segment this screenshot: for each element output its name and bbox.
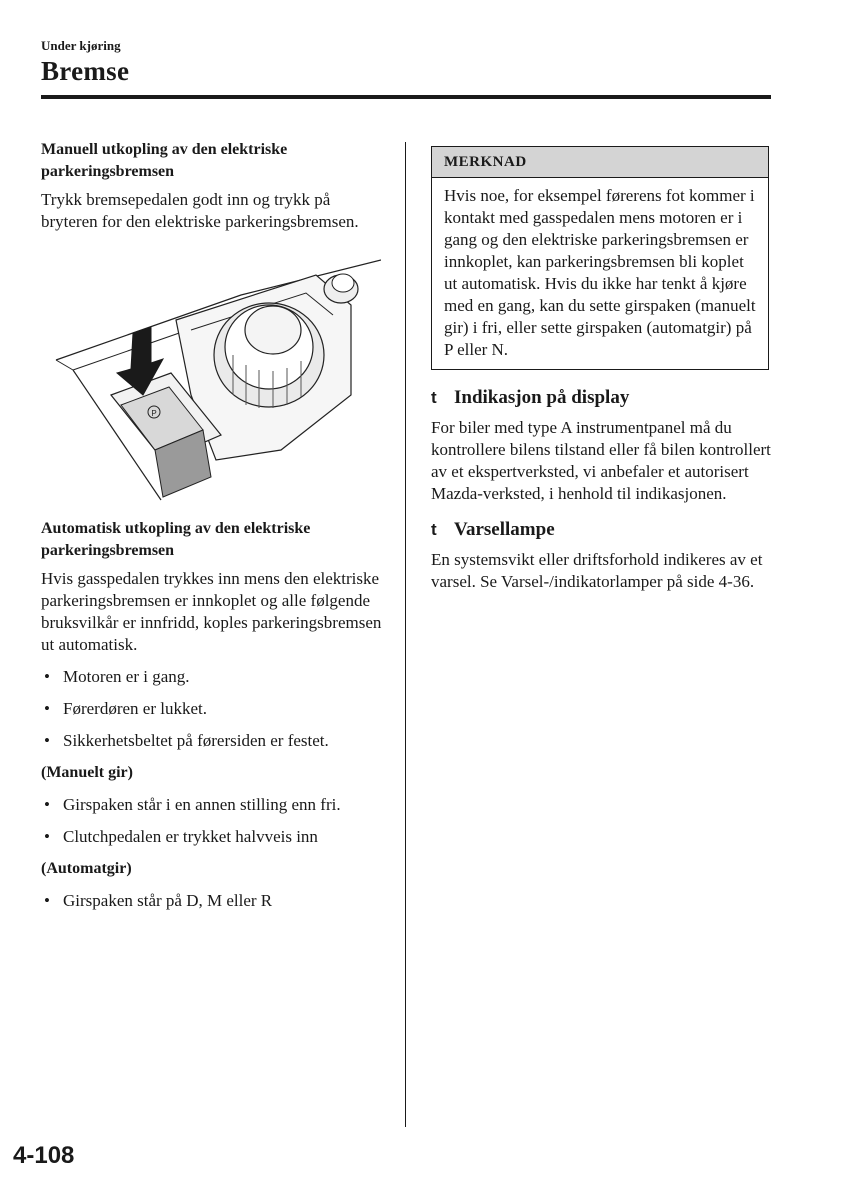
- auto-gear-label: (Automatgir): [41, 860, 132, 877]
- section-marker: t: [431, 388, 437, 407]
- auto-release-text: Hvis gasspedalen trykkes inn mens den elektriske parkeringsbremsen er innkoplet og alle følgende bruksvilkår er innfridd, koples parkeringsbremsen ut automatisk.: [41, 569, 382, 654]
- switch-p-symbol: P: [151, 409, 157, 418]
- display-heading-text: Indikasjon på display: [454, 387, 630, 408]
- warning-heading-text: Varsellampe: [454, 519, 555, 540]
- note-box: [431, 146, 769, 370]
- note-text: Hvis noe, for eksempel førerens fot kommer i kontakt med gasspedalen mens motoren er i gang og den elektriske parkeringsbremsen er innkoplet, kan parkeringsbremsen bli koplet ut automatisk. Hvis du ikke har tenkt å kjøre med en gang, kan du sette girspaken (manuelt gir) i fri, eller sette girspaken (automatgir) på P eller N.: [444, 186, 756, 359]
- list-item: • Clutchpedalen er trykket halvveis inn: [41, 826, 391, 848]
- section-marker: t: [431, 520, 437, 539]
- auto-gear-conditions-list: [41, 890, 391, 912]
- general-conditions-list: [41, 666, 391, 752]
- list-item: • Girspaken står i en annen stilling enn fri.: [41, 794, 391, 816]
- page-title: Bremse: [41, 56, 130, 86]
- display-heading: [431, 387, 771, 409]
- list-item: • Førerdøren er lukket.: [41, 698, 391, 720]
- left-column: [41, 139, 391, 912]
- parking-brake-switch-illustration: [51, 245, 381, 505]
- display-text: For biler med type A instrumentpanel må du kontrollere bilens tilstand eller få bilen kontrollert av et ekspertverksted, vi anbefaler et autorisert Mazda-verksted, i henhold til indikasjonen.: [431, 418, 771, 503]
- manual-gear-label: (Manuelt gir): [41, 764, 133, 781]
- column-divider: [405, 142, 406, 1127]
- list-item: • Motoren er i gang.: [41, 666, 391, 688]
- warning-heading: [431, 519, 771, 541]
- manual-release-text: Trykk bremsepedalen godt inn og trykk på bryteren for den elektriske parkeringsbremsen.: [41, 190, 359, 231]
- right-column: [431, 146, 771, 593]
- list-item: • Sikkerhetsbeltet på førersiden er festet.: [41, 730, 391, 752]
- warning-text: En systemsvikt eller driftsforhold indikeres av et varsel. Se Varsel-/indikatorlamper på side 4-36.: [431, 550, 763, 591]
- manual-release-heading: Manuell utkopling av den elektriske parkeringsbremsen: [41, 141, 288, 180]
- list-item: • Girspaken står på D, M eller R: [41, 890, 391, 912]
- manual-gear-conditions-list: [41, 794, 391, 848]
- section-label: Under kjøring: [41, 38, 121, 53]
- auto-release-heading: Automatisk utkopling av den elektriske parkeringsbremsen: [41, 520, 311, 559]
- title-rule: [41, 95, 771, 99]
- page-number: 4-108: [13, 1142, 75, 1169]
- note-title: MERKNAD: [432, 147, 768, 178]
